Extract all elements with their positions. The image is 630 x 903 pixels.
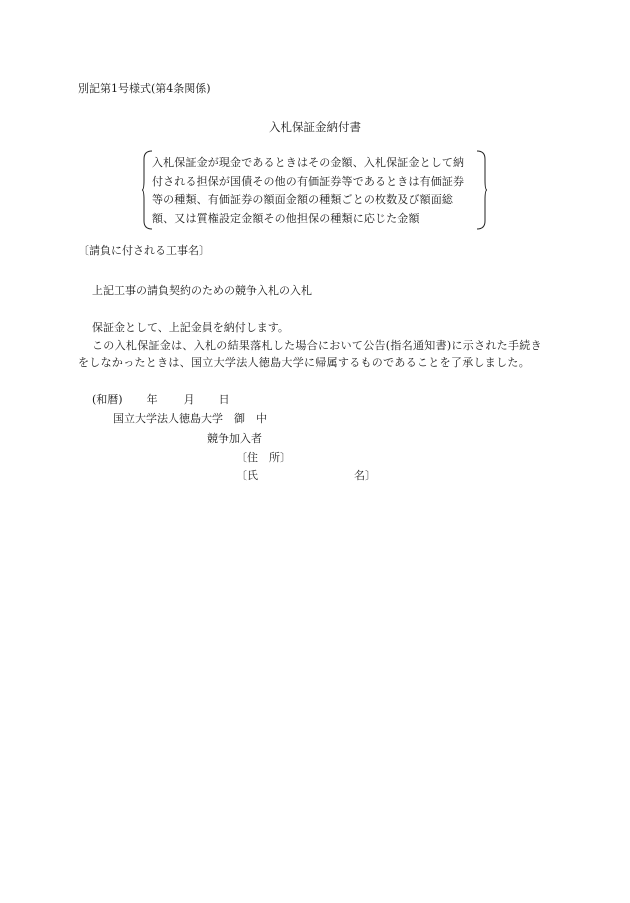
work-name-label: 〔請負に付される工事名〕	[78, 244, 210, 257]
contract-line: 上記工事の請負契約のための競争入札の入札	[92, 284, 312, 297]
bidder-label: 競争加入者	[207, 432, 262, 445]
bracket-line: 付される担保が国債その他の有価証券等であるときは有価証券	[152, 174, 465, 188]
name-label-close: 名〕	[354, 469, 376, 482]
date-line	[92, 393, 230, 406]
bracket-line: 等の種類、有価証券の額面金額の種類ごとの枚数及び額面総	[152, 193, 454, 206]
name-line	[236, 469, 376, 482]
bracket-line: 額、又は質権設定金額その他担保の種類に応じた金額	[152, 211, 420, 225]
bracket-note	[142, 150, 487, 230]
day-label: 日	[218, 393, 230, 406]
year-label: 年	[146, 393, 158, 406]
addressee: 国立大学法人徳島大学 御 中	[113, 412, 267, 425]
document-title: 入札保証金納付書	[269, 120, 361, 134]
address-label: 〔住 所〕	[236, 451, 291, 464]
era-label: (和暦)	[92, 393, 123, 406]
deposit-statement: 保証金として、上記金員を納付します。	[92, 321, 289, 334]
name-label-open: 〔氏	[236, 469, 258, 482]
bracket-line: 入札保証金が現金であるときはその金額、入札保証金として納	[152, 156, 465, 169]
acknowledgement-paragraph: この入札保証金は、入札の結果落札した場合において公告(指名通知書)に示された手続きをしなかったときは、国立大学法人徳島大学に帰属するものであることを了承しました。	[78, 339, 542, 369]
month-label: 月	[183, 393, 195, 406]
form-number: 別記第1号様式(第4条関係)	[78, 82, 211, 95]
